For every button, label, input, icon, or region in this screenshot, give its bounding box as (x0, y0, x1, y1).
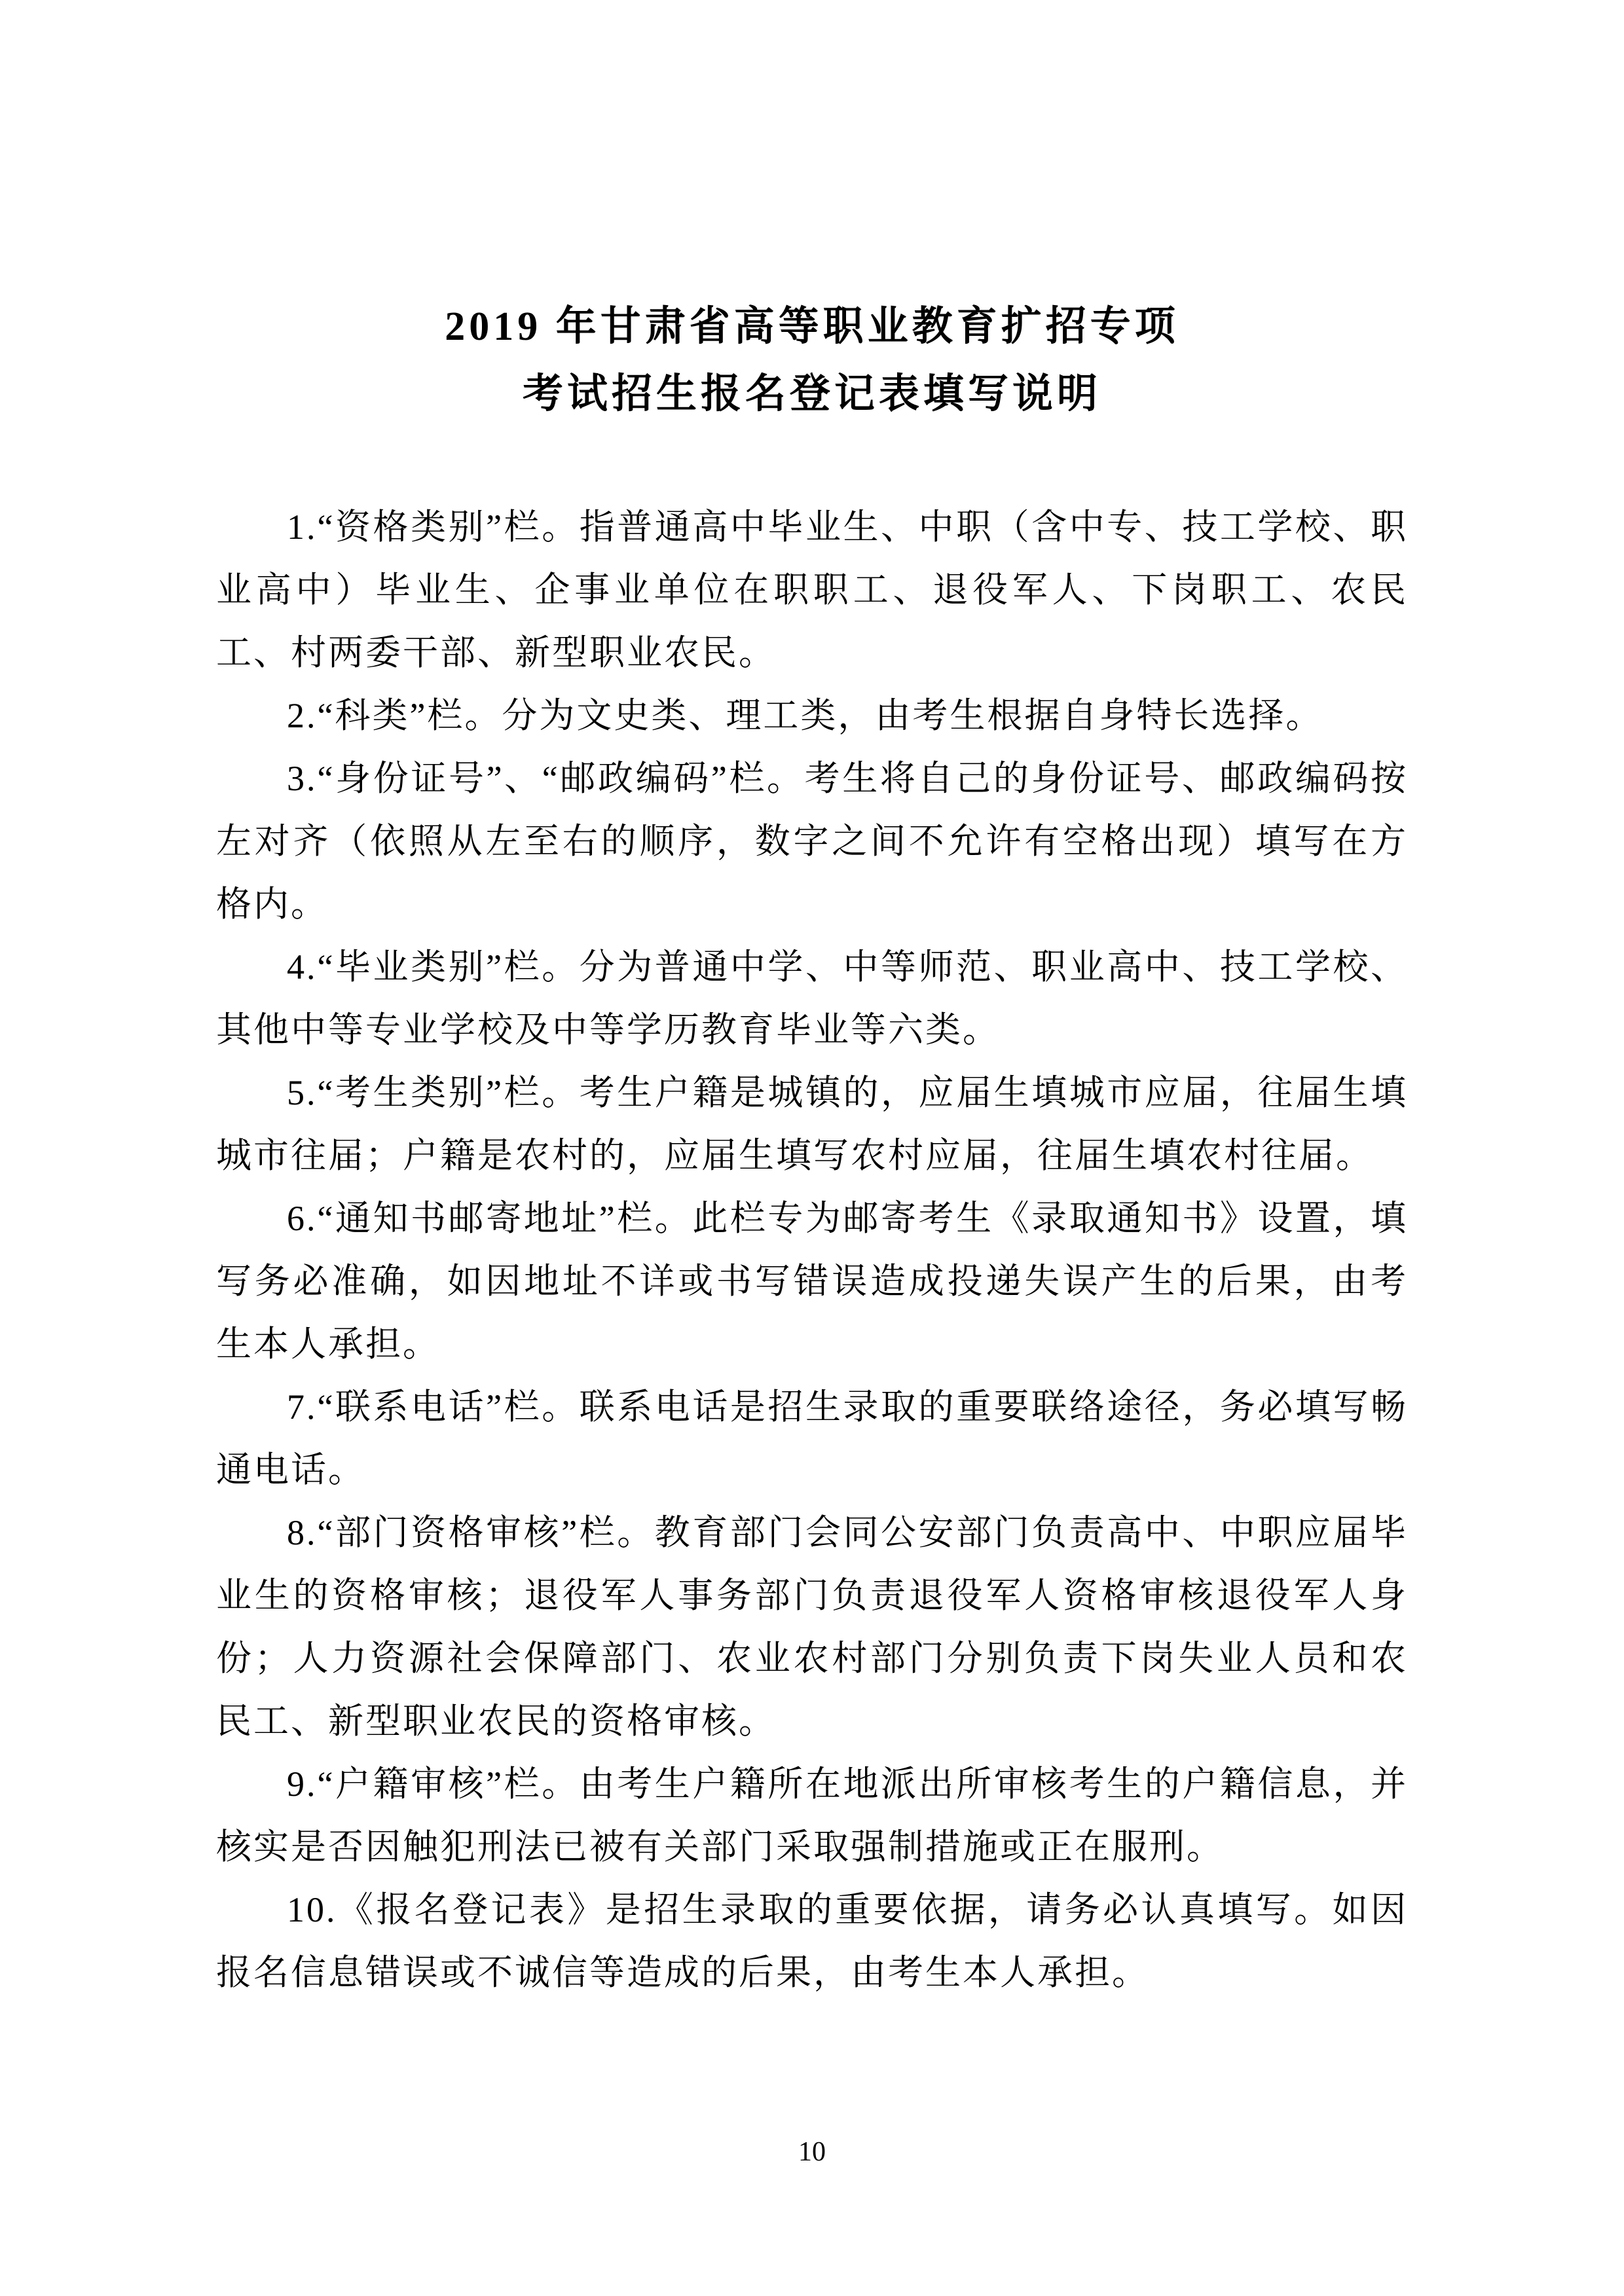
paragraph-9-household-review: 9.“户籍审核”栏。由考生户籍所在地派出所审核考生的户籍信息，并核实是否因触犯刑法已被有关部门采取强制措施或正在服刑。 (216, 1764, 1408, 1867)
paragraph-7-contact-phone: 7.“联系电话”栏。联系电话是招生录取的重要联络途径，务必填写畅通电话。 (216, 1387, 1408, 1489)
document-body (216, 496, 1408, 2004)
paragraph-4-graduation-category: 4.“毕业类别”栏。分为普通中学、中等师范、职业高中、技工学校、其他中等专业学校及中等学历教育毕业等六类。 (216, 947, 1408, 1049)
paragraph-8-department-review: 8.“部门资格审核”栏。教育部门会同公安部门负责高中、中职应届毕业生的资格审核；退役军人事务部门负责退役军人资格审核退役军人身份；人力资源社会保障部门、农业农村部门分别负责下岗失业人员和农民工、新型职业农民的资格审核。 (216, 1513, 1408, 1741)
document-title (0, 293, 1624, 428)
paragraph-5-candidate-category: 5.“考生类别”栏。考生户籍是城镇的，应届生填城市应届，往届生填城市往届；户籍是农村的，应届生填写农村应届，往届生填农村往届。 (216, 1073, 1408, 1175)
title-line-1: 2019 年甘肃省高等职业教育扩招专项 (445, 304, 1179, 349)
paragraph-10-registration-form-importance: 10.《报名登记表》是招生录取的重要依据，请务必认真填写。如因报名信息错误或不诚信等造成的后果，由考生本人承担。 (216, 1890, 1408, 1992)
paragraph-3-id-number-postal-code: 3.“身份证号”、“邮政编码”栏。考生将自己的身份证号、邮政编码按左对齐（依照从左至右的顺序，数字之间不允许有空格出现）填写在方格内。 (216, 759, 1408, 924)
paragraph-2-subject-category: 2.“科类”栏。分为文史类、理工类，由考生根据自身特长选择。 (287, 696, 1323, 735)
paragraph-1-qualification-category: 1.“资格类别”栏。指普通高中毕业生、中职（含中专、技工学校、职业高中）毕业生、企事业单位在职职工、退役军人、下岗职工、农民工、村两委干部、新型职业农民。 (216, 507, 1408, 672)
title-line-2: 考试招生报名登记表填写说明 (522, 372, 1101, 416)
page-number: 10 (798, 2137, 826, 2167)
paragraph-6-mailing-address: 6.“通知书邮寄地址”栏。此栏专为邮寄考生《录取通知书》设置，填写务必准确，如因地址不详或书写错误造成投递失误产生的后果，由考生本人承担。 (216, 1199, 1408, 1364)
